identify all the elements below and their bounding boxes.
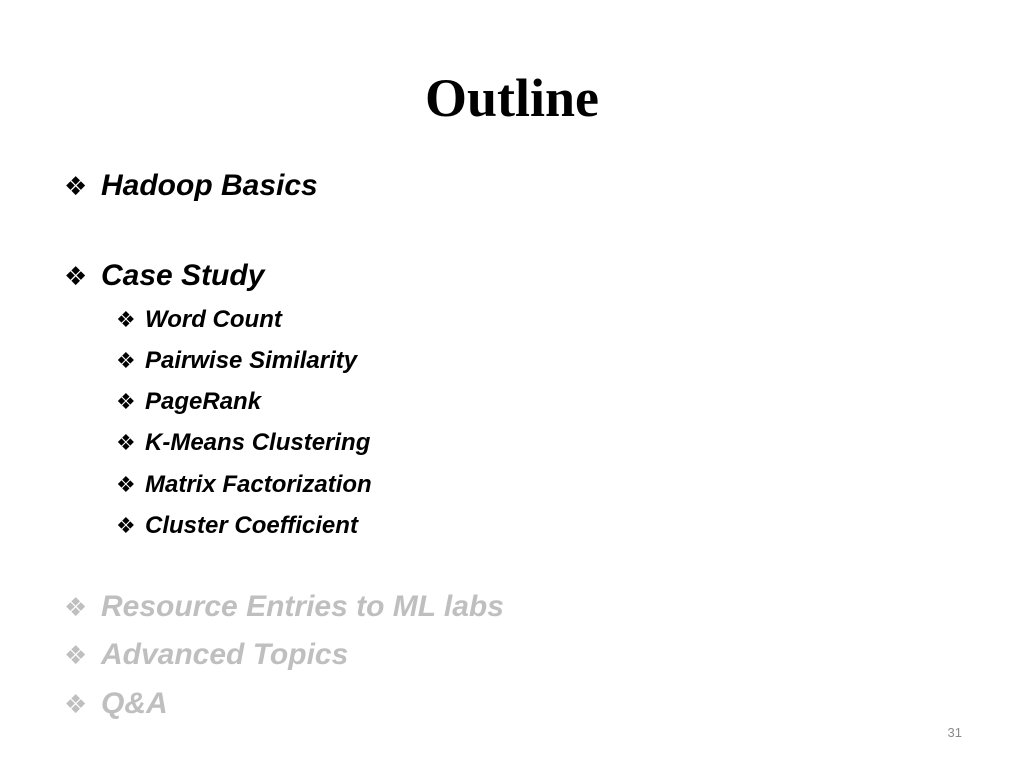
outline-subitem-pairwise-similarity <box>116 345 357 377</box>
page-number: 31 <box>947 725 962 740</box>
diamond-bullet-icon: ❖ <box>64 592 88 622</box>
outline-item-label: Q&A <box>101 687 168 720</box>
outline-item-hadoop-basics <box>64 166 318 206</box>
outline-subitem-pagerank <box>116 386 261 418</box>
slide-title: Outline <box>424 68 600 128</box>
outline-item-case-study <box>64 256 264 296</box>
outline-item-label: PageRank <box>145 388 262 415</box>
diamond-bullet-icon: ❖ <box>116 307 136 332</box>
outline-item-label: Pairwise Similarity <box>145 347 358 374</box>
outline-item-label: Advanced Topics <box>101 638 349 671</box>
diamond-bullet-icon: ❖ <box>116 472 136 497</box>
diamond-bullet-icon: ❖ <box>116 430 136 455</box>
diamond-bullet-icon: ❖ <box>64 261 88 291</box>
outline-subitem-word-count <box>116 304 282 336</box>
diamond-bullet-icon: ❖ <box>64 640 88 670</box>
diamond-bullet-icon: ❖ <box>64 171 88 201</box>
outline-item-label: Hadoop Basics <box>101 169 318 202</box>
outline-item-advanced-topics <box>64 635 348 675</box>
outline-subitem-cluster-coefficient <box>116 510 358 542</box>
diamond-bullet-icon: ❖ <box>116 389 136 414</box>
outline-item-resource-entries <box>64 587 504 627</box>
outline-subitem-kmeans-clustering <box>116 427 370 459</box>
outline-item-qa <box>64 684 168 724</box>
diamond-bullet-icon: ❖ <box>64 689 88 719</box>
outline-item-label: Resource Entries to ML labs <box>101 590 504 623</box>
outline-item-label: Word Count <box>145 306 282 333</box>
outline-subitem-matrix-factorization <box>116 469 372 501</box>
diamond-bullet-icon: ❖ <box>116 348 136 373</box>
outline-item-label: Cluster Coefficient <box>145 512 358 539</box>
outline-item-label: Matrix Factorization <box>145 471 372 498</box>
diamond-bullet-icon: ❖ <box>116 513 136 538</box>
outline-item-label: Case Study <box>101 259 265 292</box>
outline-item-label: K-Means Clustering <box>145 429 371 456</box>
